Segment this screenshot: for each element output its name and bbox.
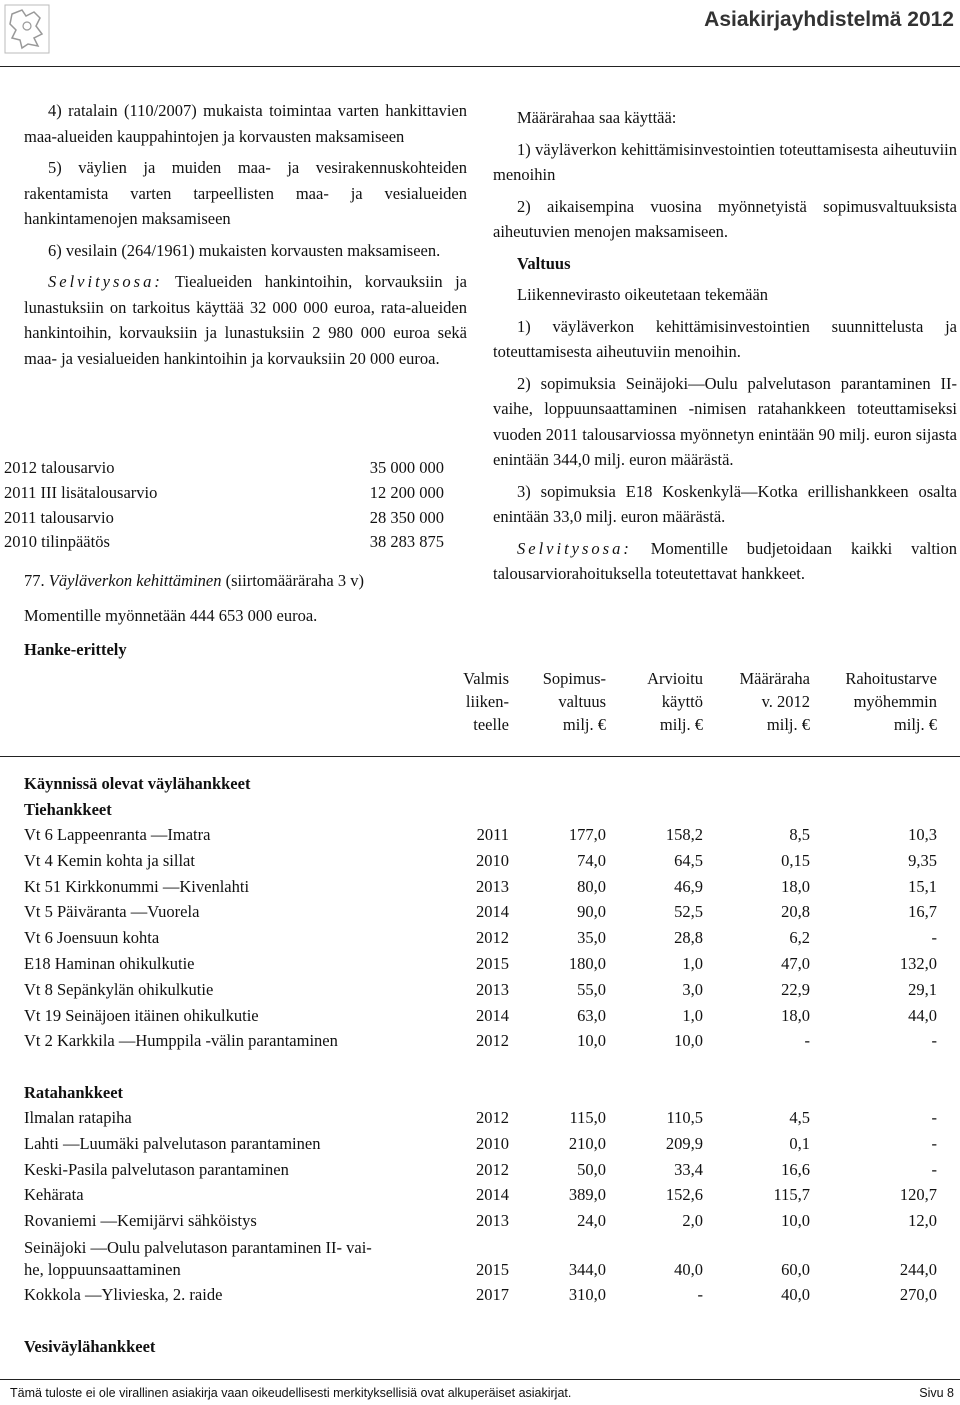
- row-value: 115,0: [569, 1108, 606, 1127]
- row-value: 2012: [476, 928, 509, 948]
- row-value: 33,4: [674, 1159, 703, 1179]
- section-tiehankkeet: Tiehankkeet: [24, 800, 112, 819]
- row-name: Kehärata: [24, 1185, 84, 1205]
- header-maararaha: Määräraha v. 2012 milj. €: [739, 669, 810, 734]
- item-5: 5) väylien ja muiden maa- ja vesirakennuskohteiden rakentamista varten tarpeellisten maa- ja vesialueiden hankintamenojen maksamiseen: [24, 158, 467, 228]
- row-name: Vt 4 Kemin kohta ja sillat: [24, 850, 195, 870]
- row-name: E18 Haminan ohikulkutie: [24, 954, 195, 973]
- row-name: Vt 6 Joensuun kohta: [24, 928, 160, 948]
- table-row: [0, 1185, 960, 1209]
- row-value: 18,0: [781, 876, 810, 896]
- row-value: 20,8: [781, 902, 810, 922]
- momentille-text: Momentille myönnetään 444 653 000 euroa.: [24, 606, 318, 625]
- row-value: 4,5: [789, 1108, 810, 1127]
- row-value: 2012: [476, 1159, 509, 1179]
- row-value: 10,0: [577, 1031, 606, 1051]
- liikennevirasto-text: Liikennevirasto oikeutetaan tekemään: [517, 285, 769, 304]
- row-value: -: [931, 1133, 937, 1153]
- row-value: 90,0: [577, 902, 606, 922]
- maararahaa-heading: Määrärahaa saa käyttää:: [517, 108, 677, 127]
- row-name: Ilmalan ratapiha: [24, 1108, 132, 1127]
- row-value: 9,35: [908, 850, 937, 870]
- budget-row: 2011 talousarvio 28 350 000: [4, 507, 444, 527]
- page-number: Sivu 8: [919, 1386, 954, 1400]
- row-name: Vt 2 Karkkila —Humppila -välin parantaminen: [24, 1031, 338, 1051]
- row-value: 8,5: [789, 825, 810, 844]
- row-value: 24,0: [577, 1211, 606, 1231]
- row-value: -: [804, 1031, 810, 1051]
- footer-rule: [0, 1379, 960, 1380]
- section-ratahankkeet: Ratahankkeet: [24, 1083, 124, 1102]
- row-value: 2010: [476, 850, 509, 870]
- footer: [10, 1386, 954, 1400]
- table-row: Kokkola —Ylivieska, 2. raide 2017 310,0 - 40,0 270,0: [24, 1285, 937, 1304]
- row-value: 0,1: [789, 1133, 810, 1153]
- selvitysosa-label: Selvitysosa:: [48, 272, 163, 291]
- row-value: 209,9: [665, 1133, 703, 1153]
- row-value: 1,0: [682, 954, 703, 973]
- valtuus-item-1: 1) väyläverkon kehittämisinvestointien suunnittelusta ja toteuttamisesta aiheutuviin menoihin.: [493, 316, 957, 361]
- table-row: [0, 1006, 960, 1030]
- row-value: 152,6: [665, 1185, 703, 1205]
- row-value: 210,0: [568, 1133, 606, 1153]
- row-value: 6,2: [789, 928, 810, 948]
- row-value: -: [931, 1108, 937, 1127]
- row-name: Rovaniemi —Kemijärvi sähköistys: [24, 1211, 257, 1231]
- usage-item-2: 2) aikaisempina vuosina myönnetyistä sopimusvaltuuksista aiheutuvien menojen maksamiseen.: [493, 196, 957, 241]
- document-title: Asiakirjayhdistelmä 2012: [704, 8, 954, 31]
- row-value: 10,0: [781, 1211, 810, 1231]
- row-value: 64,5: [674, 850, 703, 870]
- table-row: [0, 1108, 960, 1132]
- footer-disclaimer: Tämä tuloste ei ole virallinen asiakirja vaan oikeudellisesti merkityksellisiä ovat alkuperäiset asiakirjat.: [10, 1386, 572, 1400]
- row-value: 74,0: [577, 850, 606, 870]
- table-row: [0, 1160, 960, 1184]
- row-value: 28,8: [674, 928, 703, 948]
- budget-row: 2011 III lisätalousarvio 12 200 000: [4, 482, 444, 502]
- finnish-lion-crest-icon: [4, 4, 50, 54]
- row-value: 15,1: [908, 876, 937, 896]
- table-row: [0, 980, 960, 1004]
- row-value: 47,0: [781, 954, 810, 973]
- selvitysosa-paragraph: [24, 269, 467, 371]
- row-name: Keski-Pasila palvelutason parantaminen: [24, 1159, 289, 1179]
- row-value: 110,5: [666, 1108, 703, 1127]
- section-77-heading: 77. Väyläverkon kehittäminen (siirtomääräraha 3 v): [24, 571, 364, 590]
- row-value: 10,3: [908, 825, 937, 844]
- section-kaynnissa: Käynnissä olevat väylähankkeet: [24, 774, 251, 793]
- row-value: 3,0: [682, 979, 703, 999]
- valtuus-heading: Valtuus: [517, 253, 571, 273]
- header-arvioitu-kaytto: Arvioitu käyttö milj. €: [647, 669, 703, 734]
- table-header-rule: [0, 756, 960, 757]
- row-value: 44,0: [908, 1005, 937, 1025]
- row-name: Kt 51 Kirkkonummi —Kivenlahti: [24, 876, 250, 896]
- budget-row: 2010 tilinpäätös 38 283 875: [4, 532, 444, 552]
- row-value: -: [931, 1159, 937, 1179]
- row-value: 63,0: [577, 1005, 606, 1025]
- row-value: 2014: [476, 1185, 509, 1205]
- row-value: 10,0: [674, 1031, 703, 1051]
- left-column: [24, 98, 467, 371]
- table-row: [0, 825, 960, 849]
- header-rule: [0, 66, 960, 67]
- row-value: 55,0: [577, 979, 606, 999]
- row-value: 120,7: [899, 1185, 937, 1205]
- row-value: 2015: [476, 954, 509, 973]
- row-value: 2011: [476, 825, 509, 844]
- table-row: [0, 851, 960, 875]
- row-name: Lahti —Luumäki palvelutason parantaminen: [24, 1133, 321, 1153]
- row-name: Vt 6 Lappeenranta —Imatra: [24, 825, 211, 844]
- right-column: [493, 105, 957, 587]
- row-value: 18,0: [781, 1005, 810, 1025]
- row-value: 2013: [476, 1211, 509, 1231]
- table-row: [0, 1031, 960, 1055]
- row-value: 80,0: [577, 876, 606, 896]
- row-value: 22,9: [781, 979, 810, 999]
- table-row: Seinäjoki —Oulu palvelutason parantaminen II- vai- he, loppuunsaattaminen 2015 344,0 40,0 60,0 244,0: [24, 1238, 937, 1279]
- table-header: [0, 669, 960, 749]
- row-value: 180,0: [568, 954, 606, 973]
- row-value: 2012: [476, 1108, 509, 1127]
- row-value: 2013: [476, 876, 509, 896]
- row-value: 158,2: [665, 825, 703, 844]
- row-value: 16,6: [781, 1159, 810, 1179]
- row-value: 35,0: [577, 928, 606, 948]
- row-name: Vt 8 Sepänkylän ohikulkutie: [24, 979, 214, 999]
- row-value: 50,0: [577, 1159, 606, 1179]
- row-value: 115,7: [773, 1185, 810, 1205]
- row-value: 29,1: [908, 979, 937, 999]
- row-value: 389,0: [568, 1185, 606, 1205]
- item-6: 6) vesilain (264/1961) mukaisten korvausten maksamiseen.: [48, 240, 441, 260]
- header-rahoitustarve: Rahoitustarve myöhemmin milj. €: [845, 669, 937, 734]
- table-row: [0, 1211, 960, 1235]
- section-vesivaylahankkeet: Vesiväylähankkeet: [24, 1337, 156, 1356]
- row-value: 132,0: [899, 954, 937, 973]
- row-value: 12,0: [908, 1211, 937, 1231]
- row-value: 2014: [476, 1005, 509, 1025]
- hanke-erittely-heading: Hanke-erittely: [24, 640, 127, 659]
- row-value: 46,9: [674, 876, 703, 896]
- table-row: [0, 954, 960, 978]
- row-value: 2,0: [682, 1211, 703, 1231]
- valtuus-item-3: 3) sopimuksia E18 Koskenkylä—Kotka erillishankkeen osalta enintään 33,0 milj. euron määrästä.: [493, 481, 957, 526]
- row-value: 2013: [476, 979, 509, 999]
- row-value: -: [931, 1031, 937, 1051]
- usage-item-1: 1) väyläverkon kehittämisinvestointien toteuttamisesta aiheutuviin menoihin: [493, 139, 957, 184]
- row-name: Vt 5 Päiväranta —Vuorela: [24, 902, 200, 922]
- table-row: [0, 928, 960, 952]
- row-value: 2014: [476, 902, 509, 922]
- header-valmis: Valmis liiken- teelle: [463, 669, 509, 734]
- table-row: [0, 1134, 960, 1158]
- row-value: -: [931, 928, 937, 948]
- row-value: 52,5: [674, 902, 703, 922]
- table-row: [0, 902, 960, 926]
- row-name: Vt 19 Seinäjoen itäinen ohikulkutie: [24, 1005, 259, 1025]
- row-value: 177,0: [568, 825, 606, 844]
- item-4: 4) ratalain (110/2007) mukaista toimintaa varten hankittavien maa-alueiden kauppahintojen ja korvausten maksamiseen: [24, 101, 467, 146]
- row-value: 16,7: [908, 902, 937, 922]
- row-value: 0,15: [781, 850, 810, 870]
- table-row: [0, 877, 960, 901]
- row-value: 1,0: [682, 1005, 703, 1025]
- selvitysosa-text: Tiealueiden hankintoihin, korvauksiin ja lunastuksiin on tarkoitus käyttää 32 000 000 euroa, rata-alueiden hankintoihin, korvauksiin ja lunastuksiin 2 980 000 euroa sekä maa- ja vesialueiden hankintoihin ja korvauksiin 20 000 euroa.: [24, 272, 468, 368]
- budget-row: 2012 talousarvio 35 000 000: [4, 458, 444, 477]
- row-value: 2012: [476, 1031, 509, 1051]
- header-sopimusvaltuus: Sopimus- valtuus milj. €: [542, 669, 606, 734]
- right-selvitysosa-paragraph: Selvitysosa: Momentille budjetoidaan kaikki valtion talousarviorahoituksella toteutettavat hankkeet.: [493, 538, 958, 583]
- row-value: 2010: [476, 1133, 509, 1153]
- budget-history: [4, 456, 444, 555]
- valtuus-item-2: 2) sopimuksia Seinäjoki—Oulu palvelutason parantaminen II-vaihe, loppuunsaattaminen -nimisen ratahankkeen toteuttamiseksi vuoden 2011 talousarviossa myönnetyn enintään 90 milj. euron sijasta enintään 344,0 milj. euron määrästä.: [493, 373, 957, 469]
